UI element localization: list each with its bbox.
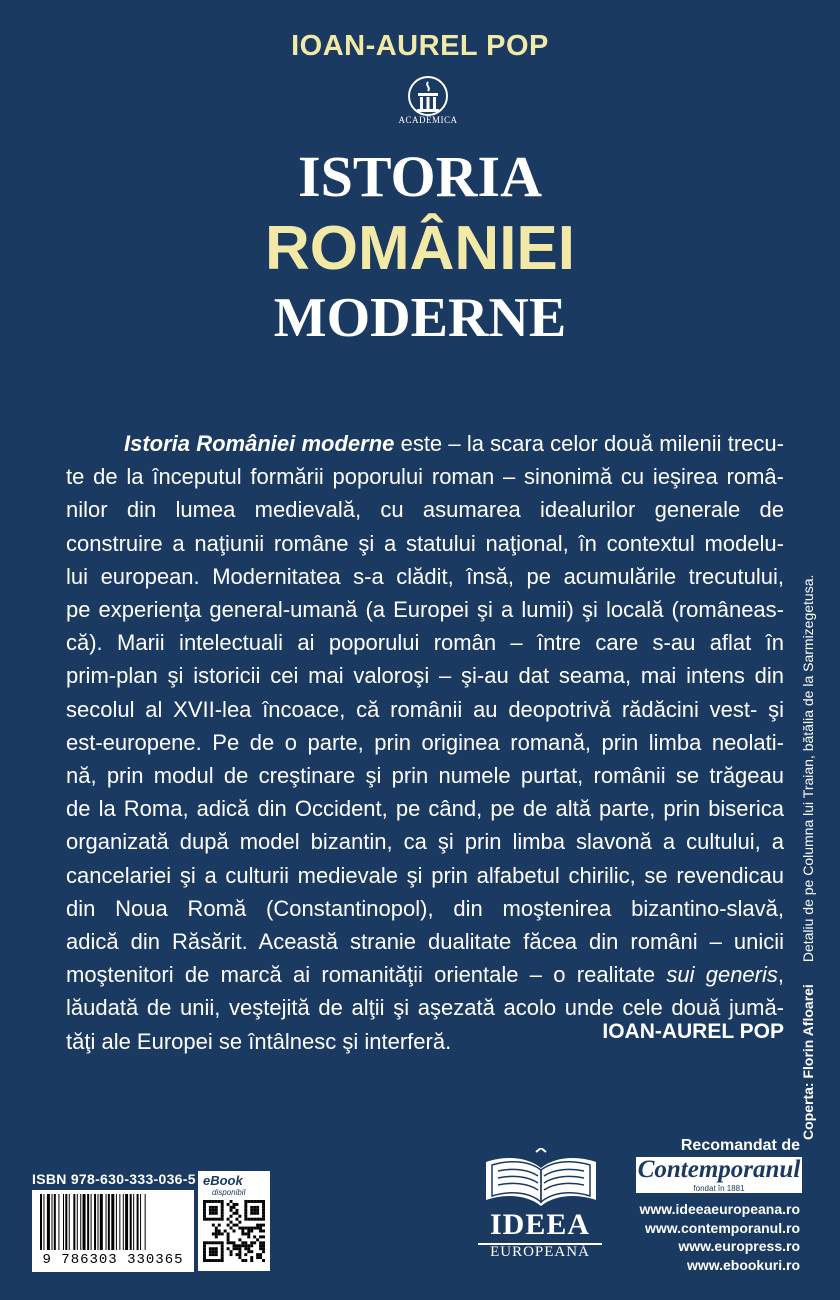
blurb-line: secolul al XVII-lea încoace, că românii au deopotrivă rădăcini vest- şi — [66, 696, 784, 722]
url-link[interactable]: www.contemporanul.ro — [644, 1219, 800, 1236]
author-top: IOAN-AUREL POP — [291, 30, 549, 62]
url-link[interactable]: www.ideeaeuropeana.ro — [639, 1201, 800, 1217]
title-line-3: MODERNE — [273, 287, 567, 349]
blurb-line: te de la începutul formării poporului roman – sinonimă cu ieşirea româ- — [66, 464, 784, 490]
isbn-label: ISBN 978-630-333-036-5 — [32, 1171, 196, 1187]
barcode-digits: 9 786303 330365 — [42, 1252, 184, 1268]
blurb-line: din Noua Romă (Constantinopol), din moştenirea bizantino-slavă, — [66, 895, 784, 921]
blurb-line: est-europene. Pe de o parte, prin originea romană, prin limba neolati- — [66, 729, 784, 755]
publisher-urls — [639, 1200, 800, 1274]
blurb-line: organizată după model bizantin, ca şi prin limba slavonă a cultului, a — [66, 829, 784, 855]
blurb-line: moştenitori de marcă ai romanităţii orientale – o realitate sui generis, — [66, 962, 784, 988]
blurb-line: adică din Răsărit. Această stranie dualitate făcea din români – unicii — [66, 929, 784, 955]
blurb-line: cancelariei şi a culturii medievale şi prin alfabetul chirilic, se revendicau — [66, 862, 784, 888]
title-line-2: ROMÂNIEI — [265, 214, 575, 283]
partner-name: Contemporanul — [637, 1156, 801, 1183]
qr-code-icon — [203, 1200, 265, 1262]
blurb-line: prim-plan şi istoricii cei mai valoroşi – şi-au dat seama, mai intens din — [66, 663, 784, 689]
blurb-line: că). Marii intelectuali ai poporului român – între care s-au aflat în — [66, 630, 784, 656]
blurb-line: lui european. Modernitatea s-a clădit, însă, pe acumulările trecutului, — [66, 563, 784, 589]
cover-credit: Coperta: Florin Afloarei — [800, 984, 816, 1140]
publisher-sub: EUROPEANĂ — [490, 1244, 590, 1260]
blurb-signature: IOAN-AUREL POP — [602, 1020, 784, 1043]
blurb-line: lăudată de unii, veştejită de alţii şi aşezată acolo unde cele două jumă- — [66, 995, 784, 1021]
blurb-line: de la Roma, adică din Occident, pe când, pe de altă parte, prin biserica — [66, 796, 784, 822]
image-credit: Detaliu de pe Columna lui Traian, bătălia de la Sarmizegetusa. — [800, 574, 816, 963]
ebook-sub: disponibil — [212, 1188, 246, 1197]
academica-label: ACADEMICA — [398, 115, 458, 125]
partner-sub: fondat în 1881 — [693, 1184, 745, 1193]
blurb-line: Istoria României moderne este – la scara celor două milenii trecu- — [124, 431, 784, 456]
recommended-label: Recomandat de — [680, 1137, 800, 1154]
blurb-line: nilor din lumea medievală, cu asumarea idealurilor generale de — [66, 497, 784, 523]
blurb-line: nă, prin modul de creştinare şi prin numele purtat, românii se trăgeau — [66, 763, 784, 789]
url-link[interactable]: www.ebookuri.ro — [686, 1256, 800, 1273]
url-link[interactable]: www.europress.ro — [678, 1238, 800, 1254]
blurb-line: tăţi ale Europei se întâlnesc şi interferă. — [66, 1028, 452, 1054]
blurb-text — [66, 427, 784, 1058]
ebook-label: eBook — [203, 1173, 243, 1188]
side-credit — [800, 560, 828, 1140]
blurb-line: construire a naţiunii române şi a statului naţional, în contextul modelu- — [66, 530, 784, 556]
blurb-line: pe experienţa general-umană (a Europei şi a lumii) şi locală (româneas- — [66, 597, 784, 623]
publisher-name: IDEEA — [489, 1208, 591, 1241]
title-line-1: ISTORIA — [298, 144, 542, 209]
